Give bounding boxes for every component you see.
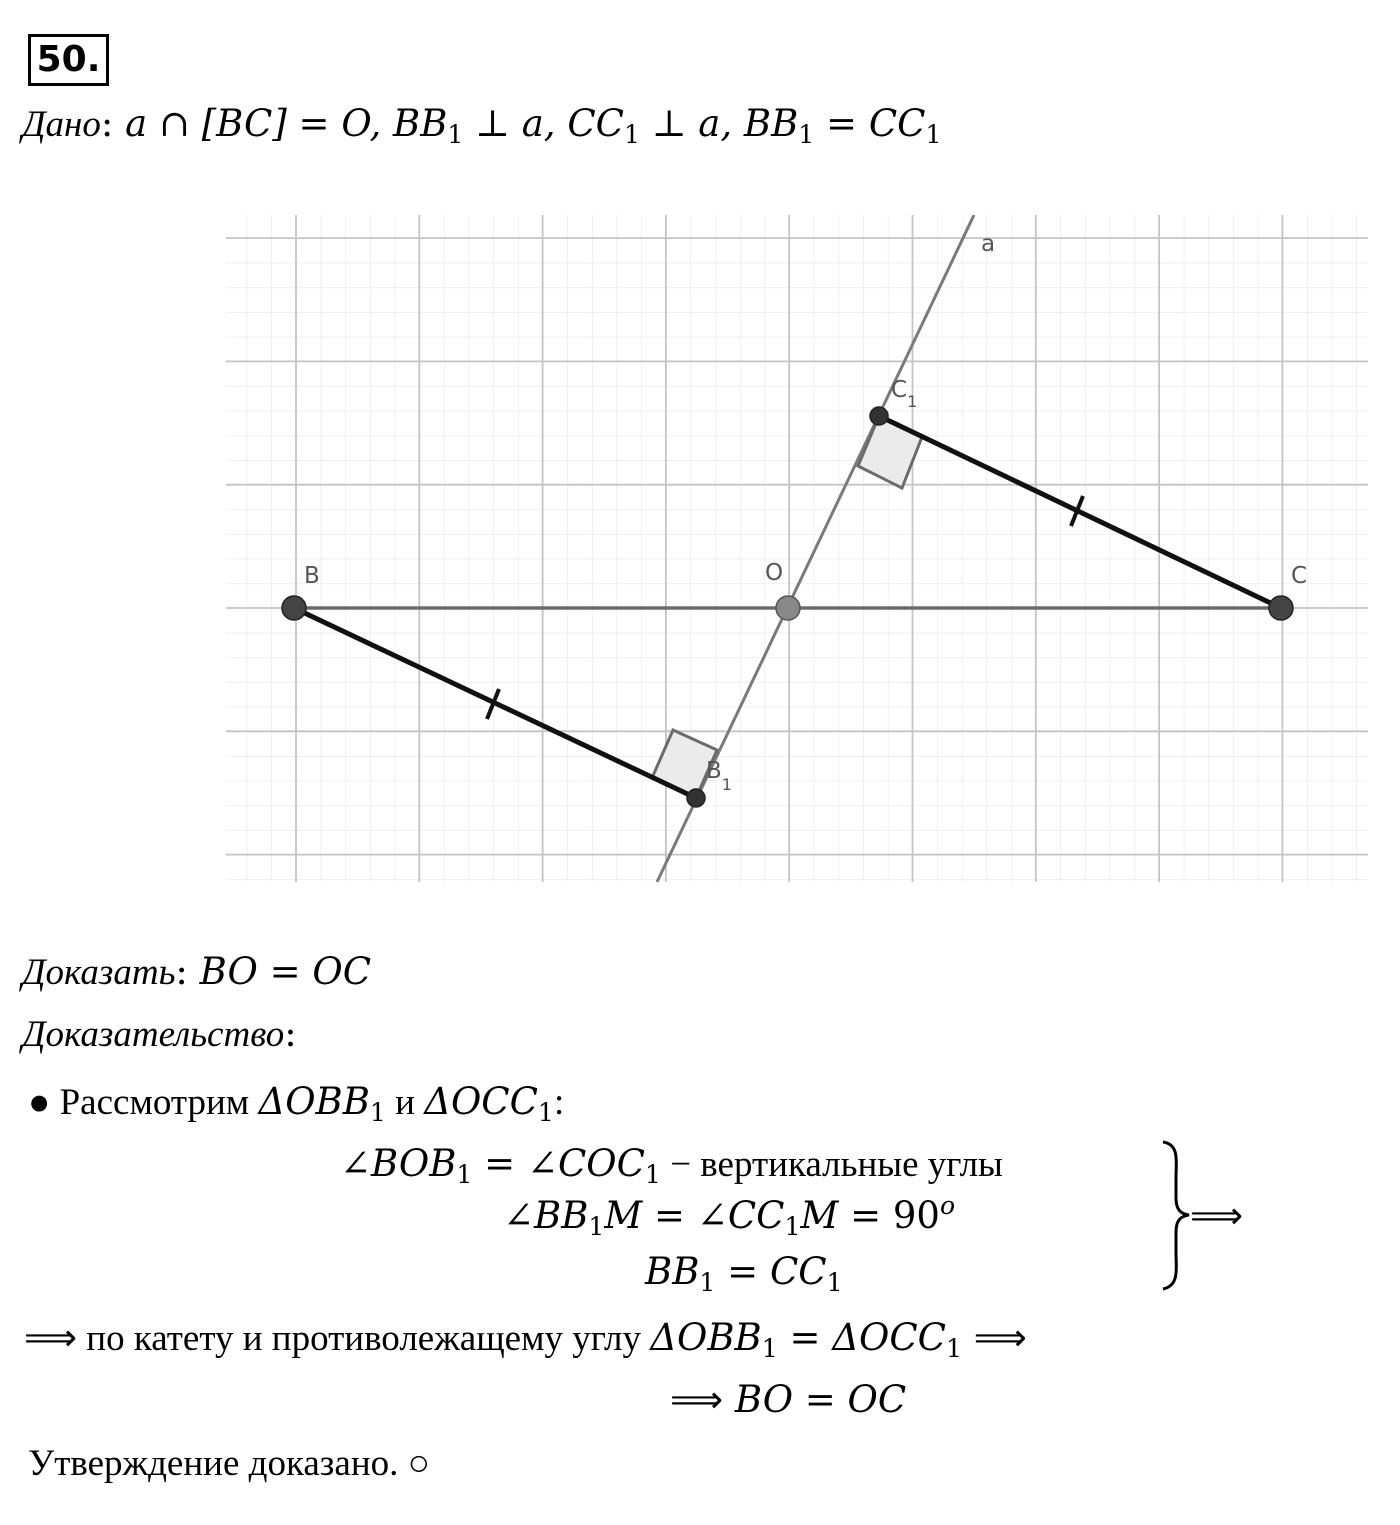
tri-sub: 1 bbox=[537, 1098, 554, 1128]
point-b1 bbox=[687, 789, 705, 807]
proof-heading bbox=[22, 1012, 297, 1056]
given-line-a: a bbox=[125, 102, 148, 145]
reason-vertical-angles bbox=[340, 1142, 1003, 1190]
and-word: и bbox=[385, 1082, 425, 1123]
conclusion-line bbox=[24, 1316, 1027, 1364]
end-text: Утверждение доказано. bbox=[28, 1443, 408, 1484]
reason2-math bbox=[503, 1191, 956, 1242]
point-o bbox=[776, 596, 800, 620]
given-sub: 1 bbox=[798, 120, 815, 150]
problem-number: 50. bbox=[28, 34, 109, 86]
implies-arrow bbox=[962, 1316, 1027, 1359]
point-c bbox=[1269, 596, 1293, 620]
seg-cc: CC bbox=[769, 1250, 827, 1293]
tri-sub: 1 bbox=[761, 1334, 778, 1364]
angle-m: M bbox=[800, 1194, 839, 1237]
given-segment-bc: [BC] bbox=[201, 102, 287, 145]
implies-arrow: ⟹ bbox=[1190, 1194, 1244, 1237]
grid bbox=[226, 215, 1368, 882]
tri-occ: ΔOCC bbox=[424, 1080, 538, 1123]
reason-right-angles bbox=[503, 1191, 956, 1242]
given-perp: ⊥ a, bbox=[463, 102, 568, 145]
given-eq: = bbox=[814, 102, 869, 145]
label-o: O bbox=[765, 560, 784, 586]
given-cap: ∩ bbox=[147, 102, 202, 145]
eq-sign: = bbox=[472, 1142, 527, 1185]
prove-statement: BO = OC bbox=[199, 950, 372, 993]
reason1-math bbox=[340, 1142, 661, 1190]
reason1-text: − вертикальные углы bbox=[660, 1144, 1003, 1185]
implies-arrow: ⟹ bbox=[670, 1378, 724, 1421]
reason3-math bbox=[645, 1250, 843, 1298]
prove-colon: : bbox=[175, 950, 188, 993]
conclusion-text: по катету и противолежащему углу bbox=[77, 1318, 651, 1359]
given-sub: 1 bbox=[925, 120, 942, 150]
point-b bbox=[282, 596, 306, 620]
triangle-obb1 bbox=[258, 1080, 386, 1128]
tri-obb: ΔOBB bbox=[650, 1316, 762, 1359]
seg-sub: 1 bbox=[826, 1268, 843, 1298]
given-perp: ⊥ a, bbox=[639, 102, 744, 145]
tri-occ: ΔOCC bbox=[832, 1316, 946, 1359]
label-c1-main: C bbox=[891, 377, 908, 403]
prove-line bbox=[22, 950, 371, 994]
angle-sub: 1 bbox=[588, 1212, 605, 1242]
angle-sub: 1 bbox=[784, 1212, 801, 1242]
given-bb: BB bbox=[743, 102, 799, 145]
consider-colon: : bbox=[553, 1082, 565, 1123]
reason-equal-legs bbox=[645, 1250, 843, 1298]
eq-sign: = bbox=[715, 1250, 770, 1293]
result-line bbox=[670, 1378, 906, 1421]
proof-colon: : bbox=[284, 1012, 297, 1055]
proof-label: Доказательство bbox=[22, 1014, 285, 1055]
implies-arrow: ⟹ bbox=[24, 1316, 78, 1359]
seg-bb: BB bbox=[645, 1250, 700, 1293]
given-colon: : bbox=[100, 102, 114, 145]
angle-coc: ∠COC bbox=[526, 1142, 645, 1185]
value-90: = 90 bbox=[838, 1194, 940, 1237]
implies-arrow-glyph: ⟹ bbox=[973, 1316, 1027, 1359]
given-eq-o: = O, bbox=[286, 102, 394, 145]
angle-sub: 1 bbox=[456, 1160, 473, 1190]
triangle-occ1 bbox=[424, 1080, 554, 1128]
label-b: B bbox=[304, 563, 320, 589]
end-mark: ○ bbox=[407, 1443, 430, 1484]
angle-bob: ∠BOB bbox=[340, 1142, 457, 1185]
consider-line bbox=[28, 1080, 565, 1128]
prove-label: Доказать bbox=[22, 952, 176, 993]
tri-sub: 1 bbox=[369, 1098, 386, 1128]
given-label: Дано bbox=[22, 104, 101, 145]
label-b1-sub: 1 bbox=[721, 775, 732, 794]
given-sub: 1 bbox=[623, 120, 640, 150]
point-c1 bbox=[870, 407, 888, 425]
eq-sign: = bbox=[777, 1316, 833, 1359]
tri-obb: ΔOBB bbox=[258, 1080, 370, 1123]
result-statement: BO = OC bbox=[734, 1378, 907, 1421]
given-cc: CC bbox=[567, 102, 624, 145]
conclusion-math bbox=[650, 1316, 962, 1364]
angle-bb: ∠BB bbox=[503, 1194, 589, 1237]
bullet: ● bbox=[28, 1082, 51, 1123]
consider-word: Рассмотрим bbox=[50, 1082, 259, 1123]
end-line bbox=[28, 1442, 430, 1485]
degree-mark: o bbox=[939, 1191, 956, 1221]
eq-sign: = bbox=[642, 1194, 697, 1237]
seg-sub: 1 bbox=[699, 1268, 716, 1298]
angle-m: M bbox=[604, 1194, 643, 1237]
given-cc: CC bbox=[868, 102, 926, 145]
label-line-a: a bbox=[981, 231, 996, 257]
label-c1-sub: 1 bbox=[907, 392, 918, 411]
label-b1-main: B bbox=[706, 758, 722, 784]
angle-cc: ∠CC bbox=[696, 1194, 785, 1237]
given-bb: BB bbox=[393, 102, 448, 145]
tri-sub: 1 bbox=[945, 1334, 962, 1364]
label-c: C bbox=[1291, 563, 1308, 589]
angle-sub: 1 bbox=[644, 1160, 661, 1190]
curly-brace bbox=[1155, 1138, 1195, 1293]
given-sub: 1 bbox=[447, 120, 464, 150]
